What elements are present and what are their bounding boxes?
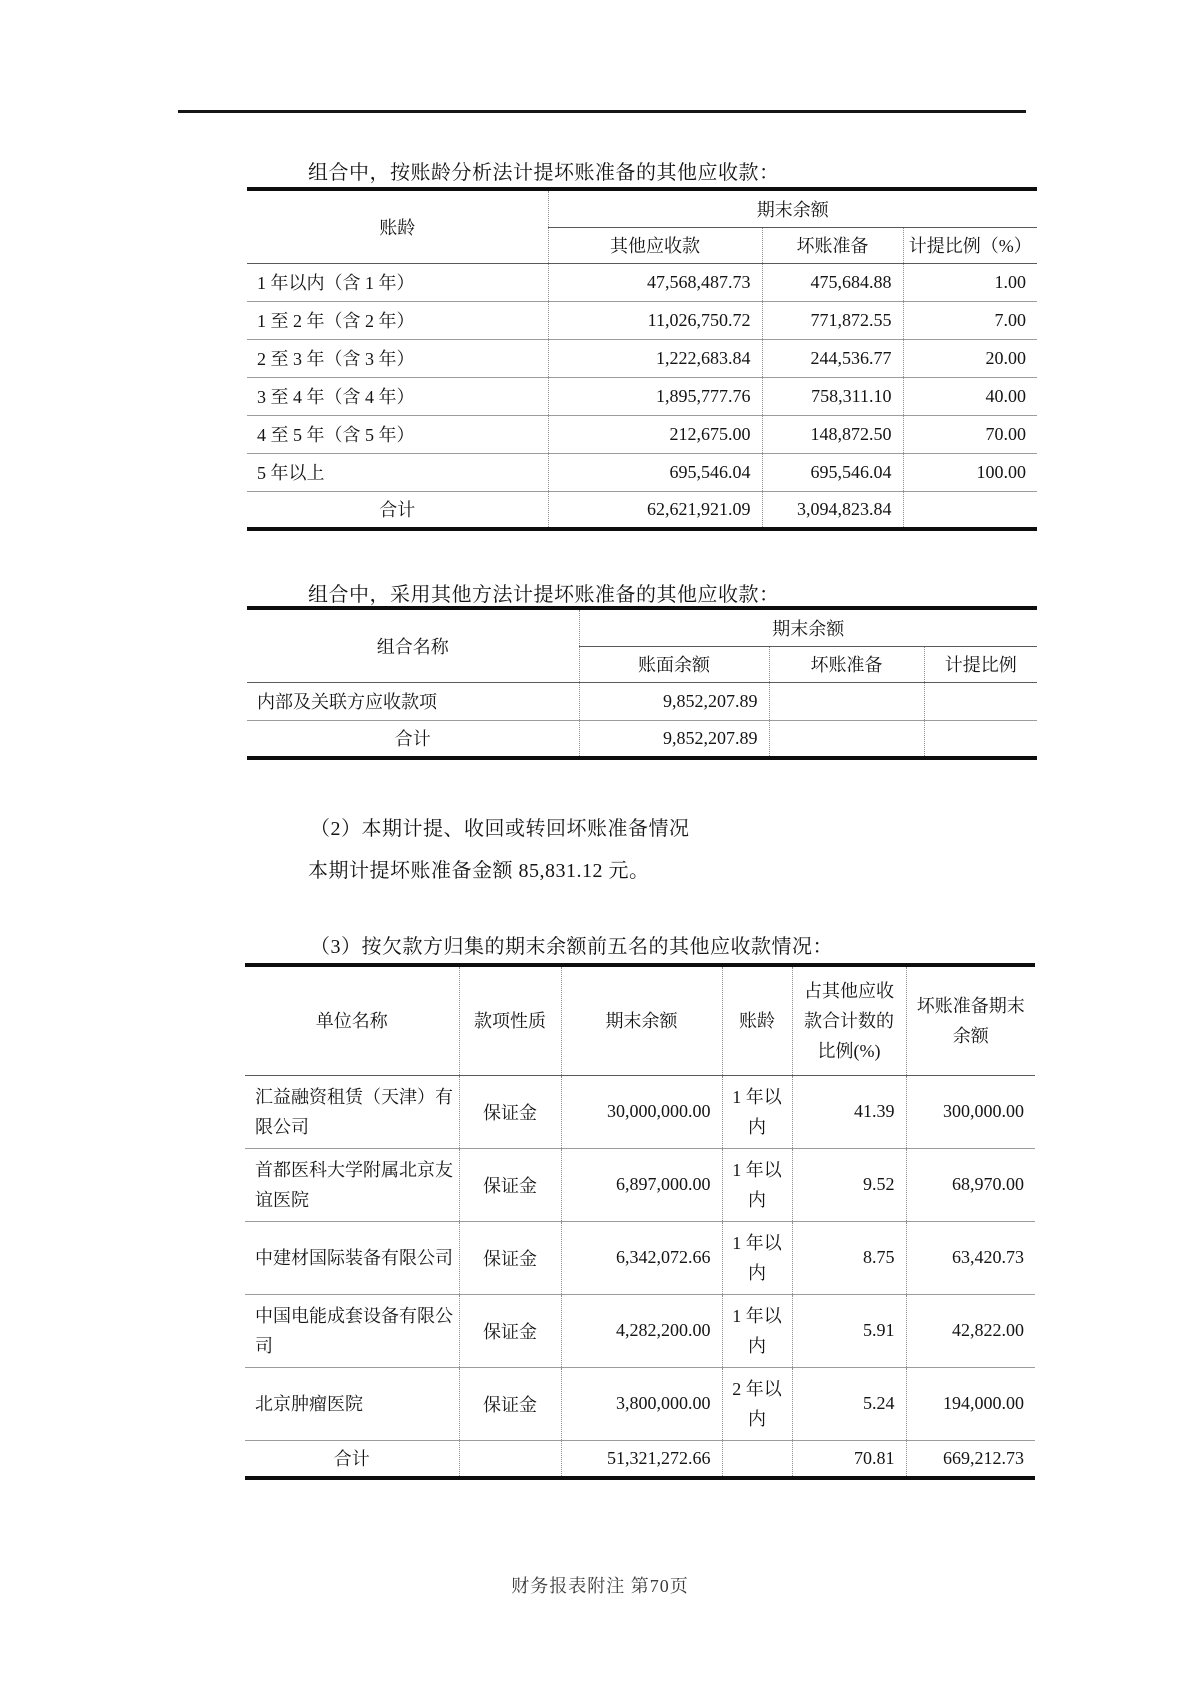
age-cell: 2 至 3 年（含 3 年）	[247, 339, 548, 377]
table-total-row	[247, 720, 1037, 758]
closing-balance-group-header: 期末余额	[548, 189, 1037, 227]
table-row	[247, 415, 1037, 453]
ratio-cell	[924, 682, 1037, 720]
ratio-cell: 100.00	[903, 453, 1037, 491]
age-cell: 1 年以内	[722, 1075, 792, 1148]
table-row	[247, 339, 1037, 377]
section3-title: （3）按欠款方归集的期末余额前五名的其他应收款情况：	[310, 936, 833, 958]
receivable-cell: 47,568,487.73	[548, 263, 762, 301]
ratio-of-total-header: 占其他应收款合计数的比例(%)	[792, 965, 906, 1075]
ratio-cell: 7.00	[903, 301, 1037, 339]
age-cell: 1 年以内（含 1 年）	[247, 263, 548, 301]
total-label-cell: 合计	[245, 1440, 459, 1478]
provision-cell	[769, 682, 924, 720]
payment-nature-header: 款项性质	[459, 965, 561, 1075]
age-header: 账龄	[722, 965, 792, 1075]
ratio-cell: 70.00	[903, 415, 1037, 453]
nature-cell: 保证金	[459, 1075, 561, 1148]
page-footer: 财务报表附注 第70页	[511, 1576, 689, 1596]
table-row	[245, 1367, 1035, 1440]
ratio-cell: 9.52	[792, 1148, 906, 1221]
age-cell: 4 至 5 年（含 5 年）	[247, 415, 548, 453]
closing-balance-group-header: 期末余额	[579, 608, 1037, 646]
balance-cell: 6,342,072.66	[561, 1221, 722, 1294]
provision-cell: 148,872.50	[762, 415, 903, 453]
table-row	[247, 263, 1037, 301]
ratio-cell: 20.00	[903, 339, 1037, 377]
provision-cell: 300,000.00	[906, 1075, 1035, 1148]
portfolio-name-header: 组合名称	[247, 608, 579, 682]
unit-name-cell: 中国电能成套设备有限公司	[245, 1294, 459, 1367]
total-ratio-cell	[903, 491, 1037, 529]
page-header-rule	[178, 110, 1026, 113]
table-total-row	[247, 491, 1037, 529]
table-total-row	[245, 1440, 1035, 1478]
ratio-cell: 41.39	[792, 1075, 906, 1148]
unit-name-cell: 北京肿瘤医院	[245, 1367, 459, 1440]
bad-debt-provision-header: 坏账准备	[769, 646, 924, 682]
table-header-row	[247, 189, 1037, 227]
total-age-cell	[722, 1440, 792, 1478]
provision-cell: 194,000.00	[906, 1367, 1035, 1440]
age-cell: 1 至 2 年（含 2 年）	[247, 301, 548, 339]
table-row	[247, 453, 1037, 491]
ratio-cell: 1.00	[903, 263, 1037, 301]
total-receivable-cell: 62,621,921.09	[548, 491, 762, 529]
total-ratio-cell: 70.81	[792, 1440, 906, 1478]
receivable-cell: 695,546.04	[548, 453, 762, 491]
book-balance-header: 账面余额	[638, 655, 710, 675]
provision-ratio-header: 计提比例（%）	[903, 227, 1037, 263]
closing-balance-header: 期末余额	[561, 965, 722, 1075]
total-provision-cell: 3,094,823.84	[762, 491, 903, 529]
receivable-cell: 1,895,777.76	[548, 377, 762, 415]
table-row	[245, 1075, 1035, 1148]
section1-title: 组合中，按账龄分析法计提坏账准备的其他应收款：	[308, 162, 780, 184]
nature-cell: 保证金	[459, 1221, 561, 1294]
unit-name-cell: 中建材国际装备有限公司	[245, 1221, 459, 1294]
provision-cell: 68,970.00	[906, 1148, 1035, 1221]
provision-cell: 771,872.55	[762, 301, 903, 339]
nature-cell: 保证金	[459, 1367, 561, 1440]
ratio-cell: 5.91	[792, 1294, 906, 1367]
ratio-cell: 5.24	[792, 1367, 906, 1440]
bad-debt-provision-header: 坏账准备	[762, 227, 903, 263]
balance-cell: 30,000,000.00	[561, 1075, 722, 1148]
other-receivables-header: 其他应收款	[610, 236, 700, 256]
total-balance-cell: 51,321,272.66	[561, 1440, 722, 1478]
receivable-cell: 212,675.00	[548, 415, 762, 453]
paragraph-provision-amount: 本期计提坏账准备金额 85,831.12 元。	[308, 860, 650, 882]
provision-ratio-header: 计提比例	[924, 646, 1037, 682]
age-cell: 1 年以内	[722, 1148, 792, 1221]
total-label-cell: 合计	[247, 491, 548, 529]
table-row	[247, 301, 1037, 339]
receivable-cell: 1,222,683.84	[548, 339, 762, 377]
table-header-row	[245, 965, 1035, 1075]
aging-analysis-table	[247, 187, 1037, 531]
age-cell: 2 年以内	[722, 1367, 792, 1440]
provision-closing-balance-header: 坏账准备期末余额	[906, 965, 1035, 1075]
provision-cell: 475,684.88	[762, 263, 903, 301]
provision-cell: 244,536.77	[762, 339, 903, 377]
total-provision-cell: 669,212.73	[906, 1440, 1035, 1478]
provision-cell: 63,420.73	[906, 1221, 1035, 1294]
total-label-cell: 合计	[247, 720, 579, 758]
table-row	[245, 1148, 1035, 1221]
provision-cell: 42,822.00	[906, 1294, 1035, 1367]
age-cell: 3 至 4 年（含 4 年）	[247, 377, 548, 415]
section2-title: 组合中，采用其他方法计提坏账准备的其他应收款：	[308, 584, 780, 606]
balance-cell: 6,897,000.00	[561, 1148, 722, 1221]
nature-cell: 保证金	[459, 1148, 561, 1221]
paragraph-provision-activity: （2）本期计提、收回或转回坏账准备情况	[310, 818, 690, 840]
ratio-cell: 40.00	[903, 377, 1037, 415]
table-header-row	[247, 608, 1037, 646]
unit-name-header: 单位名称	[315, 1010, 388, 1031]
balance-cell: 9,852,207.89	[579, 682, 769, 720]
top-five-debtors-table	[245, 963, 1035, 1480]
table-row	[247, 377, 1037, 415]
total-balance-cell: 9,852,207.89	[579, 720, 769, 758]
unit-name-cell: 首都医科大学附属北京友谊医院	[245, 1148, 459, 1221]
total-provision-cell	[769, 720, 924, 758]
table-row	[247, 682, 1037, 720]
provision-cell: 758,311.10	[762, 377, 903, 415]
balance-cell: 4,282,200.00	[561, 1294, 722, 1367]
nature-cell: 保证金	[459, 1294, 561, 1367]
balance-cell: 3,800,000.00	[561, 1367, 722, 1440]
receivable-cell: 11,026,750.72	[548, 301, 762, 339]
age-cell: 5 年以上	[247, 453, 548, 491]
table-row	[245, 1221, 1035, 1294]
total-nature-cell	[459, 1440, 561, 1478]
ratio-cell: 8.75	[792, 1221, 906, 1294]
unit-name-cell: 汇益融资租赁（天津）有限公司	[245, 1075, 459, 1148]
portfolio-name-cell: 内部及关联方应收款项	[247, 682, 579, 720]
provision-cell: 695,546.04	[762, 453, 903, 491]
total-ratio-cell	[924, 720, 1037, 758]
age-column-header: 账龄	[247, 189, 548, 263]
age-cell: 1 年以内	[722, 1294, 792, 1367]
age-cell: 1 年以内	[722, 1221, 792, 1294]
other-method-table	[247, 606, 1037, 760]
table-row	[245, 1294, 1035, 1367]
